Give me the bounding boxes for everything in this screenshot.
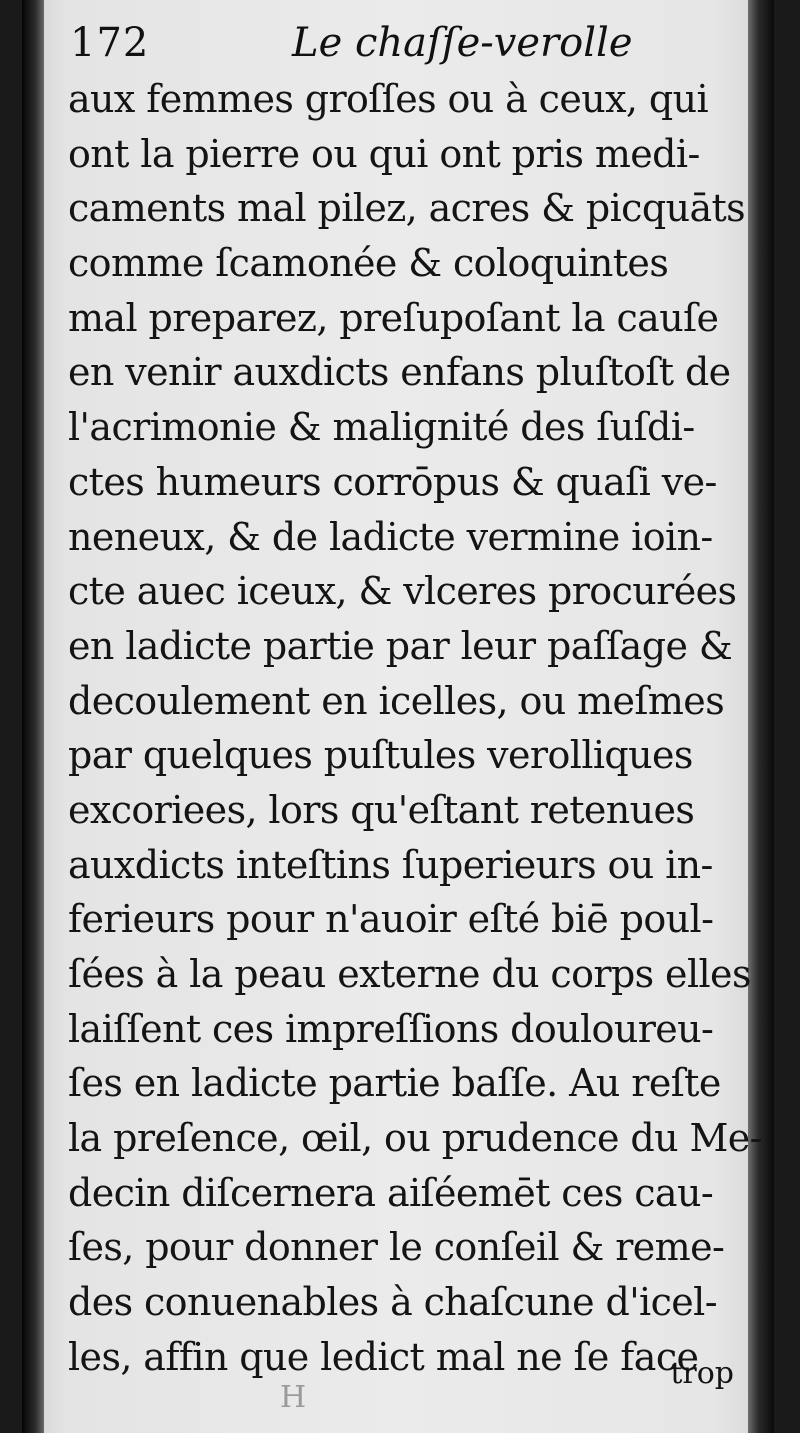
- book-page: [22, 0, 774, 1433]
- text-line: des conuenables à chaſcune d'icel-: [68, 1280, 717, 1325]
- running-title: Le chaſſe-verolle: [292, 20, 633, 66]
- text-line: ſées à la peau externe du corps elles: [68, 952, 751, 996]
- text-line: decin diſcernera aiſéemēt ces cau-: [68, 1170, 714, 1215]
- text-line: laiſſent ces impreſſions douloureu-: [68, 1006, 714, 1051]
- text-line: l'acrimonie & malignité des ſuſdi-: [68, 405, 695, 450]
- text-line: ont la pierre ou qui ont pris medi-: [68, 131, 700, 176]
- text-line: la preſence, œil, ou prudence du Me-: [68, 1116, 762, 1161]
- text-line: comme ſcamonée & coloquintes: [68, 241, 669, 286]
- text-line: ſes, pour donner le conſeil & reme-: [68, 1225, 725, 1270]
- catchword: trop: [670, 1356, 734, 1391]
- text-line: decoulement en icelles, ou meſmes: [68, 678, 725, 723]
- signature-mark: H: [280, 1380, 317, 1415]
- text-line: neneux, & de ladicte vermine ioin-: [68, 514, 713, 559]
- text-line: en ladicte partie par leur paſſage &: [68, 623, 733, 668]
- page-header: [70, 14, 633, 70]
- text-line: ferieurs pour n'auoir eſté biē poul-: [68, 897, 714, 942]
- text-line: excoriees, lors qu'eſtant retenues: [68, 787, 695, 832]
- text-line: caments mal pilez, acres & picquāts: [68, 186, 746, 231]
- text-line: mal preparez, preſupoſant la cauſe: [68, 295, 719, 340]
- text-line: ſes en ladicte partie baſſe. Au reſte: [68, 1061, 721, 1106]
- page-binding-shadow: [22, 0, 44, 1433]
- text-line: en venir auxdicts enfans pluſtoſt de: [68, 350, 731, 395]
- body-text: [68, 72, 768, 1385]
- text-line: ctes humeurs corrōpus & quaſi ve-: [68, 459, 717, 504]
- text-line: aux femmes groſſes ou à ceux, qui: [68, 77, 709, 121]
- text-line: par quelques puſtules verolliques: [68, 733, 693, 778]
- text-line: auxdicts inteſtins ſuperieurs ou in-: [68, 842, 713, 887]
- text-line: cte auec iceux, & vlceres procurées: [68, 569, 737, 614]
- page-number: 172: [70, 20, 150, 66]
- text-line: les, affin que ledict mal ne ſe face: [68, 1334, 699, 1379]
